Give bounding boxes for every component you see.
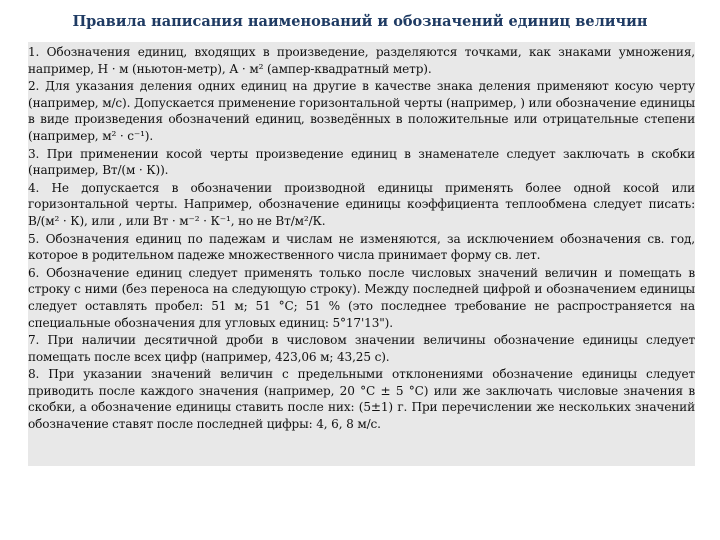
page-title: Правила написания наименований и обозначений единиц величин [72,13,648,30]
rules-text-block [28,42,695,466]
rule-paragraph-2: 2. Для указания деления одних единиц на другие в качестве знака деления применяют косую черту (например, м/с). Допускается применение горизонтальной черты (например, ) или обозначение единицы в виде произведения обозначений единиц, возведённых в положительные или отрицательные степени (например, м² · с⁻¹). [28,79,695,143]
rule-paragraph-7: 7. При наличии десятичной дроби в числовом значении величины обозначение единицы следует помещать после всех цифр (например, 423,06 м; 43,25 с). [28,333,695,364]
rule-paragraph-5: 5. Обозначения единиц по падежам и числам не изменяются, за исключением обозначения св. год, которое в родительном падеже множественного числа принимает форму св. лет. [28,231,695,263]
rule-paragraph-8: 8. При указании значений величин с предельными отклонениями обозначение единицы следует приводить после каждого значения (например, 20 °С ± 5 °С) или же заключать числовые значения в скобки, а обозначение единицы ставить после них: (5±1) г. При перечислении же нескольких значений обозначение ставят после последней цифры: 4, 6, 8 м/с. [28,367,695,432]
rule-paragraph-4: 4. Не допускается в обозначении производной единицы применять более одной косой или горизонтальной черты. Например, обозначение единицы коэффициента теплообмена следует писать: В/(м² · К), или , или Вт · м⁻² · К⁻¹, но не Вт/м²/К. [28,180,695,228]
rule-paragraph-3: 3. При применении косой черты произведение единиц в знаменателе следует заключать в скобки (например, Вт/(м · К)). [28,146,695,178]
rule-paragraph-1: 1. Обозначения единиц, входящих в произведение, разделяются точками, как знаками умножения, например, Н · м (ньютон-метр), А · м² (ампер-квадратный метр). [28,45,695,76]
rule-paragraph-6: 6. Обозначение единиц следует применять только после числовых значений величин и помещать в строку с ними (без переноса на следующую строку). Между последней цифрой и обозначением единицы следует оставлять пробел: 51 м; 51 °С; 51 % (это последнее требование не распространяется на специальные обозначения для угловых единиц: 5°17'13"). [28,265,695,330]
